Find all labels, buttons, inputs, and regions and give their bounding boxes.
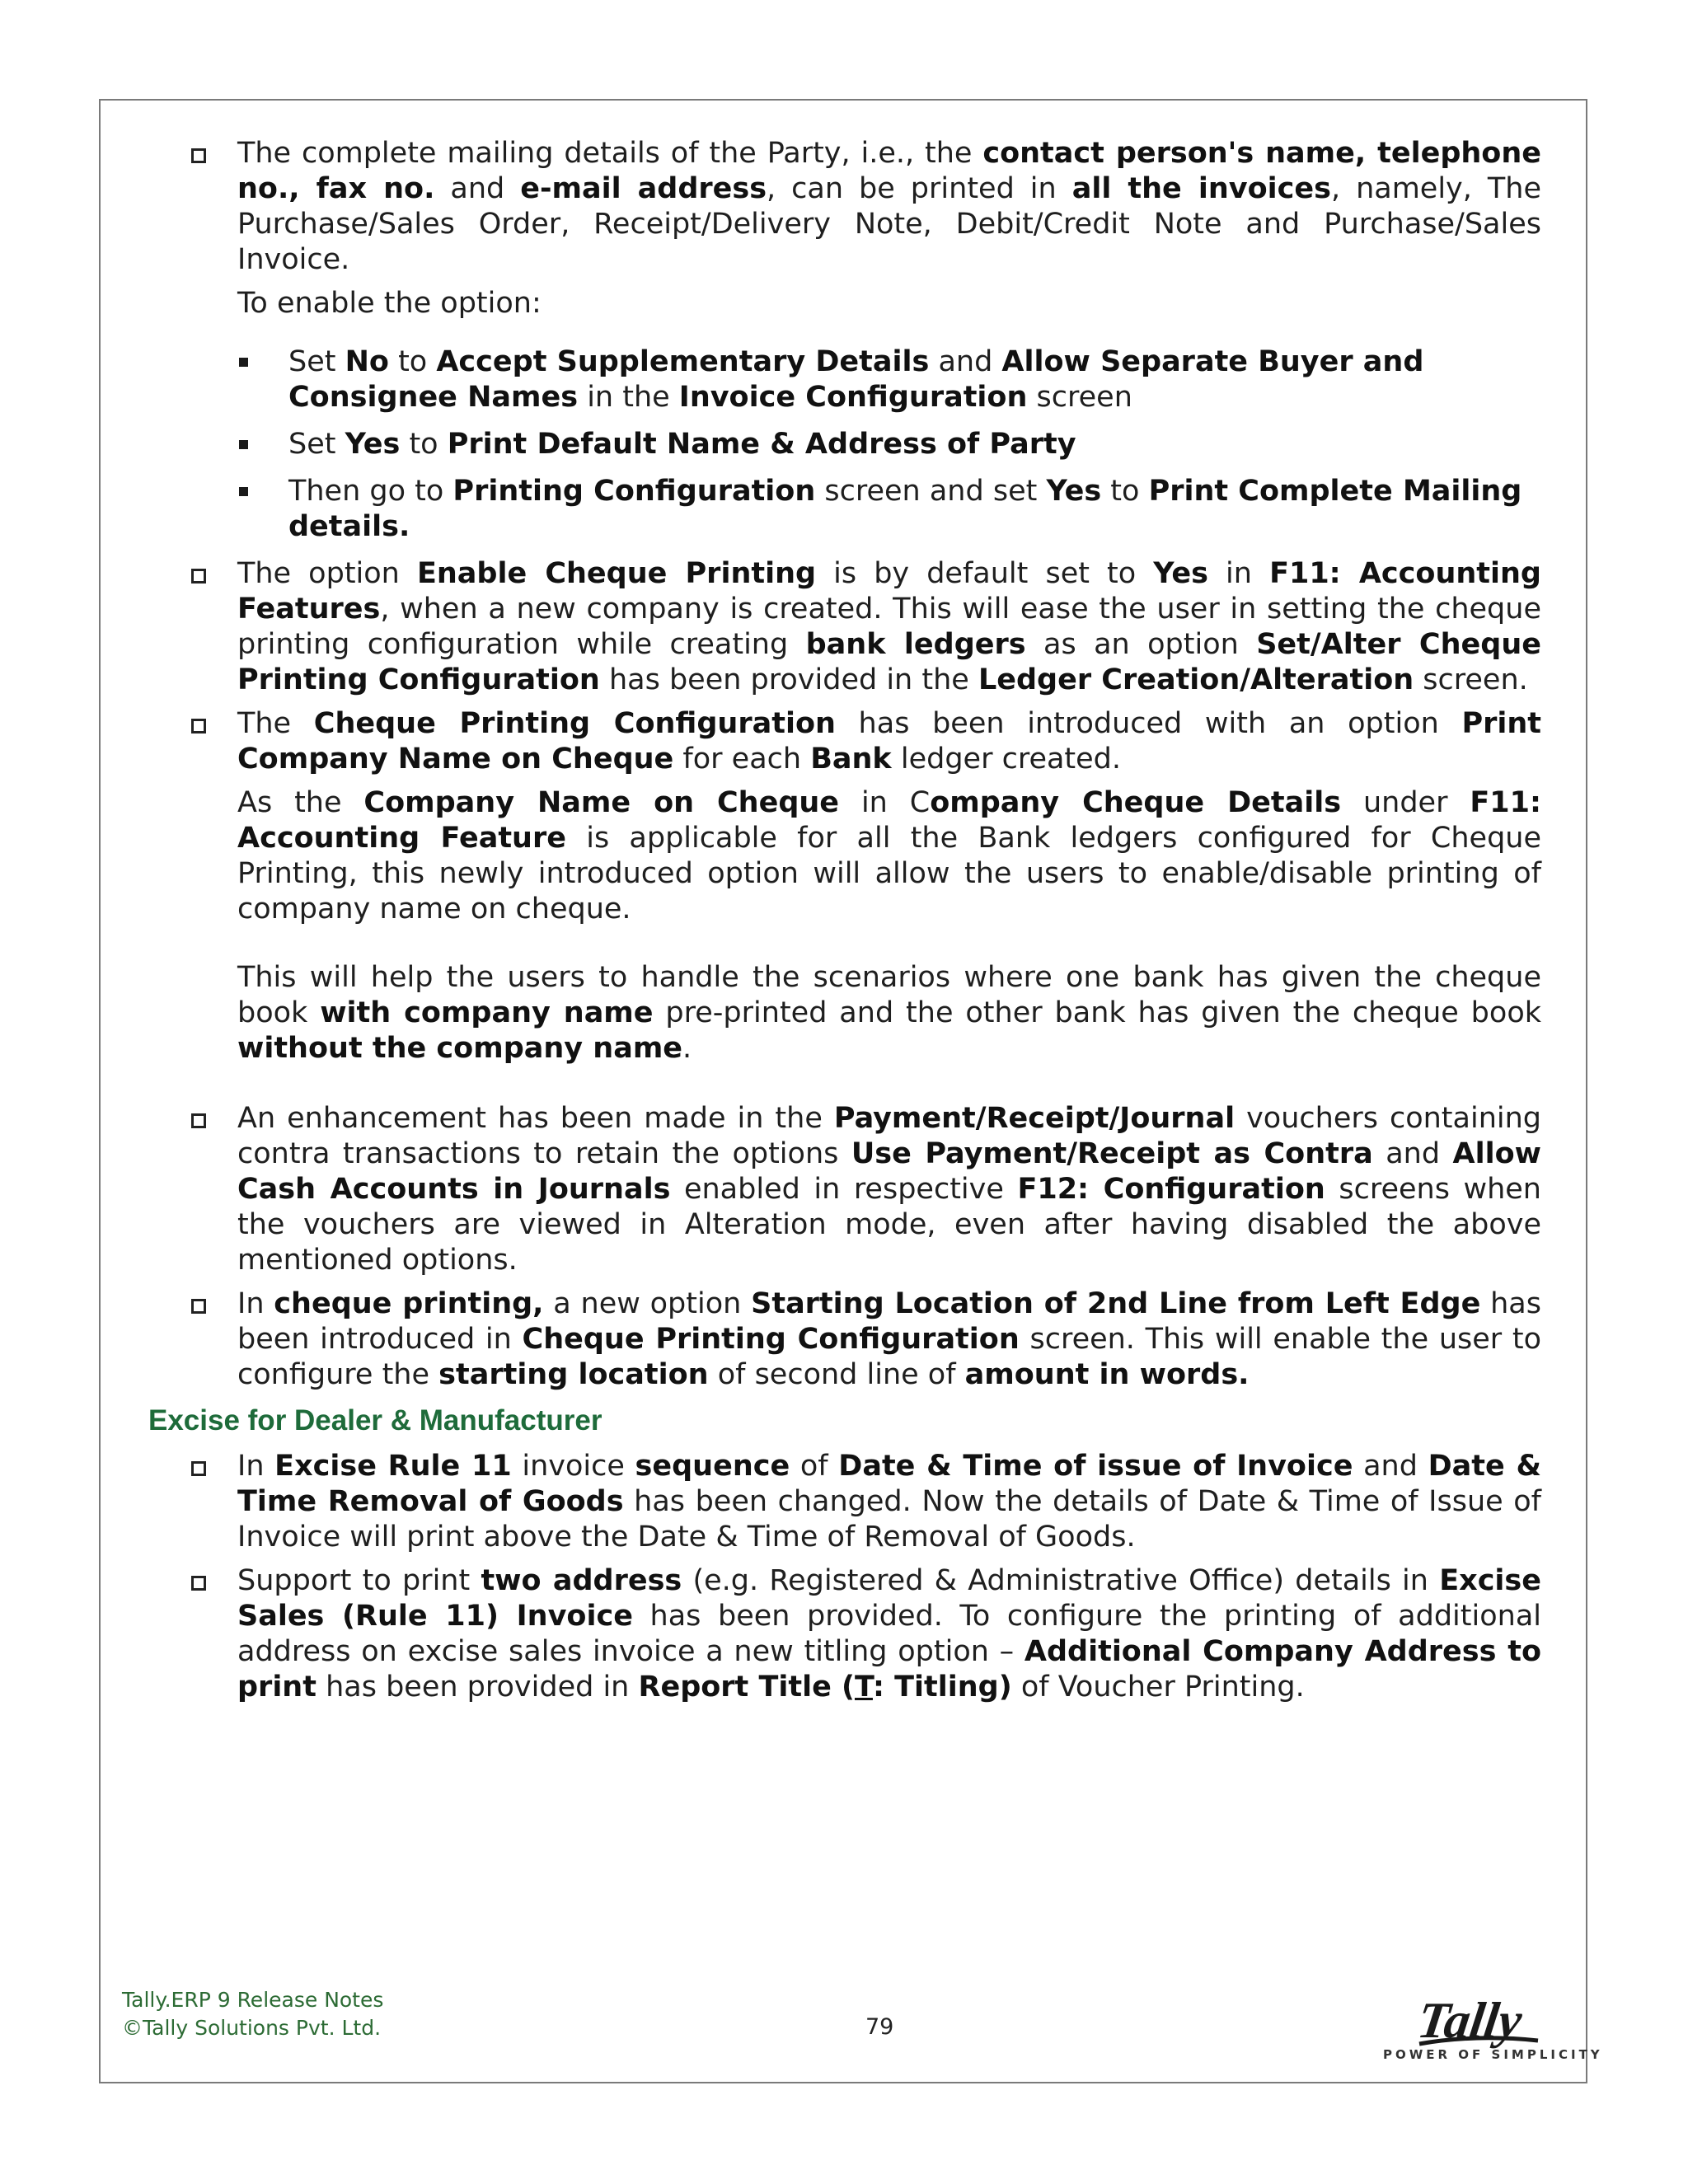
text-bold: Allow Cash Accounts in Journals (237, 1137, 1541, 1206)
square-bullet-icon (239, 440, 248, 449)
list-item (148, 1286, 1541, 1393)
text: invoice (511, 1450, 635, 1483)
text: screen. This will enable the user to configure the (237, 1323, 1542, 1391)
text: has been provided. To configure the printing of additional address on excise sales invoice a new titling option – (237, 1600, 1542, 1668)
text: Set (288, 345, 345, 378)
text: has been provided in the (599, 663, 978, 696)
text: enabled in respective (670, 1173, 1018, 1206)
text-bold: two address (481, 1564, 682, 1597)
text-bold: amount in words. (964, 1358, 1250, 1391)
page-number: 79 (865, 2014, 894, 2040)
enable-option-text: To enable the option: (237, 287, 542, 320)
text: and (929, 345, 1002, 378)
text: The complete mailing details of the Party, i.e., the (237, 137, 983, 170)
text-bold: Date & Time of issue of Invoice (838, 1450, 1353, 1483)
text-bold: Accept Supplementary Details (436, 345, 930, 378)
square-bullet-icon (191, 719, 206, 733)
text-bold: all the invoices (1071, 172, 1331, 205)
text-bold: Date & Time Removal of Goods (237, 1450, 1541, 1518)
text: pre-printed and the other bank has given the cheque book (653, 996, 1541, 1029)
text: a new option (543, 1287, 752, 1320)
list-item (148, 136, 1541, 278)
paragraph (148, 785, 1541, 927)
logo-wordmark: Tally (1414, 1992, 1526, 2049)
text-bold: : Titling) (872, 1671, 1012, 1704)
text: has been introduced in (237, 1287, 1541, 1356)
text-bold: Enable Cheque Printing (416, 557, 817, 590)
text: , namely, The Purchase/Sales Order, Receipt/Delivery Note, Debit/Credit Note and Purchase/Sales Invoice. (237, 172, 1541, 276)
text: vouchers containing contra transactions to retain the options (237, 1102, 1542, 1170)
text: and (1353, 1450, 1428, 1483)
text-bold: contact person's name, telephone no., fax no. (237, 137, 1541, 205)
text: An enhancement has been made in the (237, 1102, 834, 1135)
footer-release-notes: Tally.ERP 9 Release Notes (122, 1988, 384, 2012)
text-bold-underlined: T (854, 1671, 873, 1704)
text: This will help the users to handle the scenarios where one bank has given the cheque book (237, 961, 1541, 1029)
text-bold: Company Name on Cheque (363, 786, 840, 819)
list-item (148, 1563, 1541, 1705)
list-item (148, 556, 1541, 698)
text-bold: Print Default Name & Address of Party (447, 428, 1076, 461)
list-item (148, 1449, 1541, 1555)
text-bold: Excise Sales (Rule 11) Invoice (237, 1564, 1542, 1633)
page-content (148, 136, 1541, 1713)
text: , when a new company is created. This will ease the user in setting the cheque printing configuration while creating (237, 593, 1541, 661)
paragraph (148, 960, 1541, 1066)
text-bold: Ledger Creation/Alteration (978, 663, 1414, 696)
text-bold: Yes (1153, 557, 1208, 590)
text: as an option (1025, 628, 1257, 661)
text: Support to print (237, 1564, 481, 1597)
text: in (1207, 557, 1270, 590)
square-bullet-icon (191, 569, 206, 583)
text: The option (237, 557, 417, 590)
text: has been changed. Now the details of Date & Time of Issue of Invoice will print above the Date & Time of Removal of Goods. (237, 1485, 1541, 1554)
text-bold: F11: Accounting Feature (237, 786, 1541, 855)
text-bold: Printing Configuration (452, 475, 816, 508)
text: under (1341, 786, 1470, 819)
text-bold: Print Complete Mailing details. (288, 475, 1522, 543)
text: to (388, 345, 437, 378)
square-bullet-icon (191, 1461, 206, 1476)
text-bold: Additional Company Address to print (237, 1635, 1542, 1704)
text: of second line of (708, 1358, 965, 1391)
text-bold: Payment/Receipt/Journal (833, 1102, 1236, 1135)
text: screens when the vouchers are viewed in Alteration mode, even after having disabled the above mentioned options. (237, 1173, 1541, 1277)
text: to (400, 428, 448, 461)
text-bold: without the company name (237, 1032, 683, 1065)
list-item (148, 474, 1541, 545)
text-bold: Yes (345, 428, 401, 461)
text-bold: e-mail address (520, 172, 767, 205)
text: and (434, 172, 521, 205)
text: to (1101, 475, 1149, 508)
text-bold: with company name (320, 996, 654, 1029)
logo-tagline: POWER OF SIMPLICITY (1383, 2047, 1603, 2062)
text: in the (578, 381, 679, 414)
text-bold: sequence (635, 1450, 790, 1483)
text: , can be printed in (767, 172, 1072, 205)
text: has been introduced with an option (835, 707, 1462, 740)
text-bold: Excise Rule 11 (274, 1450, 512, 1483)
footer-info (122, 1986, 383, 2042)
text-bold: Report Title ( (638, 1671, 855, 1704)
text: . (682, 1032, 692, 1065)
section-heading: Excise for Dealer & Manufacturer (148, 1404, 603, 1436)
text-bold: Invoice Configuration (678, 381, 1028, 414)
text-bold: ompany Cheque Details (930, 786, 1342, 819)
text-bold: bank ledgers (805, 628, 1026, 661)
text: screen (1027, 381, 1132, 414)
list-item (148, 706, 1541, 777)
text-bold: Bank (810, 743, 892, 776)
text: The (237, 707, 314, 740)
square-bullet-icon (239, 487, 248, 496)
text-bold: cheque printing, (274, 1287, 544, 1320)
text: of Voucher Printing. (1011, 1671, 1305, 1704)
square-bullet-icon (239, 358, 248, 367)
text: As the (237, 786, 364, 819)
text: of (790, 1450, 839, 1483)
text-bold: F11: Accounting Features (237, 557, 1541, 626)
text: screen. (1414, 663, 1528, 696)
text-bold: Cheque Printing Configuration (522, 1323, 1020, 1356)
text-bold: Starting Location of 2nd Line from Left Edge (751, 1287, 1481, 1320)
list-item (148, 1101, 1541, 1278)
text: and (1372, 1137, 1453, 1170)
square-bullet-icon (191, 148, 206, 163)
text-bold: starting location (438, 1358, 709, 1391)
text: ledger created. (891, 743, 1122, 776)
text: is applicable for all the Bank ledgers configured for Cheque Printing, this newly introduced option will allow the users to enable/disable printing of company name on cheque. (237, 822, 1541, 926)
text-bold: Cheque Printing Configuration (313, 707, 836, 740)
text: In (237, 1287, 274, 1320)
footer-copyright: ©Tally Solutions Pvt. Ltd. (122, 2016, 382, 2040)
text: for each (673, 743, 811, 776)
text: has been provided in (316, 1671, 639, 1704)
text-bold: Yes (1046, 475, 1102, 508)
text-bold: Print Company Name on Cheque (237, 707, 1542, 776)
square-bullet-icon (191, 1576, 206, 1591)
text: (e.g. Registered & Administrative Office) details in (682, 1564, 1440, 1597)
text-bold: Allow Separate Buyer and Consignee Names (288, 345, 1424, 414)
text: is by default set to (816, 557, 1154, 590)
text-bold: No (345, 345, 389, 378)
text: In (237, 1450, 275, 1483)
text: Then go to (288, 475, 453, 508)
text-bold: Use Payment/Receipt as Contra (851, 1137, 1373, 1170)
square-bullet-icon (191, 1299, 206, 1314)
text: screen and set (815, 475, 1047, 508)
text: Set (288, 428, 345, 461)
text-bold: F12: Configuration (1017, 1173, 1325, 1206)
text: in C (839, 786, 931, 819)
list-item (148, 344, 1541, 415)
list-item (148, 427, 1541, 462)
text-bold: Set/Alter Cheque Printing Configuration (237, 628, 1541, 696)
square-bullet-icon (191, 1113, 206, 1128)
